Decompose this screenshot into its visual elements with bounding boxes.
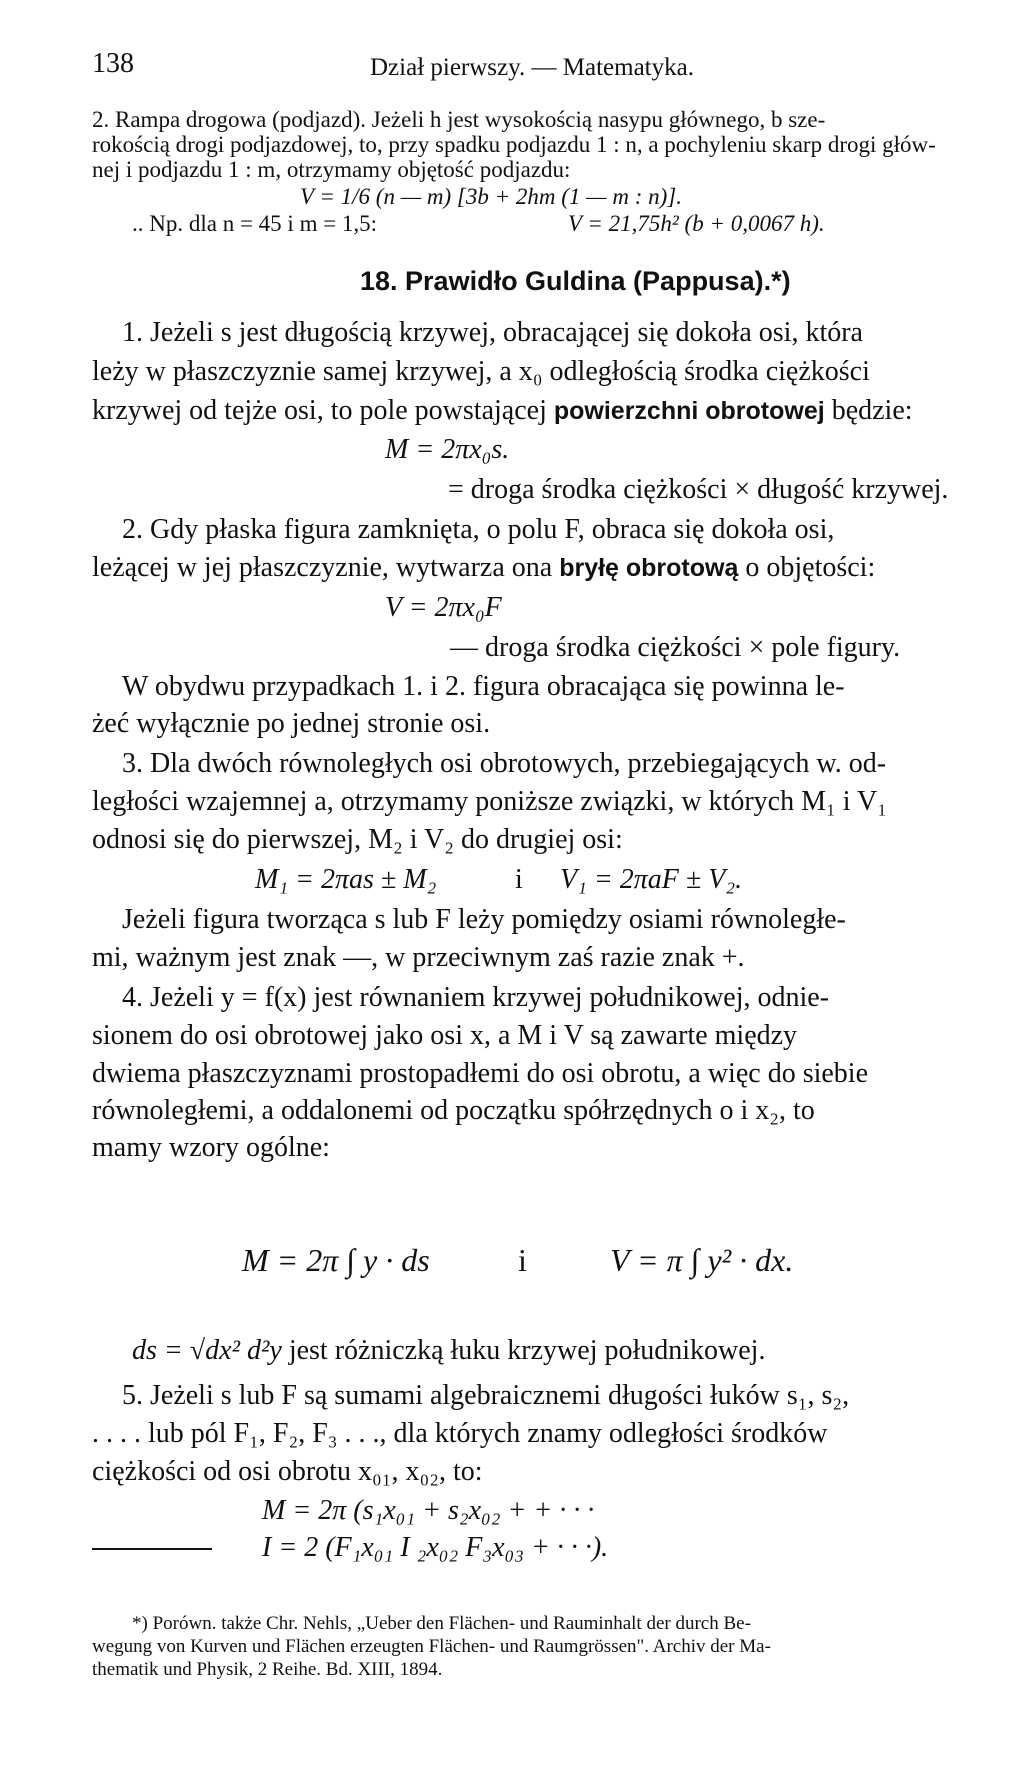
p5-formula-1: M = 2π (s₁x₀₁ + s₂x₀₂ + + · · · xyxy=(262,1495,595,1526)
rampa-line-1: 2. Rampa drogowa (podjazd). Jeżeli h jest wysokością nasypu głównego, b sze- xyxy=(92,107,826,132)
p2-line-1: 2. Gdy płaska figura zamknięta, o polu F, obraca się dokoła osi, xyxy=(122,514,835,545)
p5-line-2: . . . . lub pól F₁, F₂, F₃ . . ., dla których znamy odległości środków xyxy=(92,1418,828,1449)
p4-line-5: mamy wzory ogólne: xyxy=(92,1132,330,1163)
p2-line-2: leżącej w jej płaszczyznie, wytwarza ona bryłę obrotową o objętości: xyxy=(92,552,876,583)
p4-line-4: równoległemi, a oddalonemi od początku spółrzędnych o i x₂, to xyxy=(92,1095,815,1126)
term-powierzchnia-obrotowa: powierzchni obrotowej xyxy=(553,397,825,425)
p3-formula-right: V₁ = 2πaF ± V₂. xyxy=(560,864,743,895)
p5-formula-2: I = 2 (F₁x₀₁ I ₂x₀₂ F₃x₀₃ + · · ·). xyxy=(262,1532,609,1563)
p1-line-2: leży w płaszczyznie samej krzywej, a x₀ odległością środka ciężkości xyxy=(92,356,870,387)
rampa-example-result: V = 21,75h² (b + 0,0067 h). xyxy=(568,211,825,236)
p4-line-3: dwiema płaszczyznami prostopadłemi do osi obrotu, a więc do siebie xyxy=(92,1058,869,1089)
p4-formula-right: V = π ∫ y² · dx. xyxy=(610,1242,794,1278)
p1-line-1: 1. Jeżeli s jest długością krzywej, obracającej się dokoła osi, która xyxy=(122,317,863,348)
p1-line-3: krzywej od tejże osi, to pole powstającej powierzchni obrotowej będzie: xyxy=(92,395,913,426)
ds-formula: ds = √dx² d²y xyxy=(132,1335,282,1366)
rampa-line-2: rokością drogi podjazdowej, to, przy spadku podjazdu 1 : n, a pochyleniu skarp drogi głów- xyxy=(92,132,936,157)
rampa-line-3: nej i podjazdu 1 : m, otrzymamy objętość podjazdu: xyxy=(92,157,571,182)
p5-line-3: ciężkości od osi obrotu x₀₁, x₀₂, to: xyxy=(92,1456,483,1487)
term-bryla-obrotowa: bryłę obrotową xyxy=(559,554,739,582)
p4-line-1: 4. Jeżeli y = f(x) jest równaniem krzywej południkowej, odnie- xyxy=(122,982,830,1013)
p5-line-1: 5. Jeżeli s lub F są sumami algebraicznemi długości łuków s₁, s₂, xyxy=(122,1380,850,1411)
p2-formula-desc: — droga środka ciężkości × pole figury. xyxy=(450,632,901,663)
p2-formula: V = 2πx₀F xyxy=(385,592,502,623)
rampa-formula: V = 1/6 (n — m) [3b + 2hm (1 — m : n)]. xyxy=(300,184,682,209)
page-number: 138 xyxy=(92,48,134,79)
p1-formula-desc: = droga środka ciężkości × długość krzywej. xyxy=(448,474,949,505)
section-heading: 18. Prawidło Guldina (Pappusa).*) xyxy=(360,266,791,296)
p4-ds-line: ds = √dx² d²y jest różniczką łuku krzywej południkowej. xyxy=(132,1335,766,1366)
p4-line-2: sionem do osi obrotowej jako osi x, a M i V są zawarte między xyxy=(92,1020,798,1051)
p3-line-2: ległości wzajemnej a, otrzymamy poniższe związki, w których M₁ i V₁ xyxy=(92,786,887,817)
footnote-line-3: thematik und Physik, 2 Reihe. Bd. XIII, 1894. xyxy=(92,1659,443,1680)
footnote-line-1: *) Porówn. także Chr. Nehls, „Ueber den Flächen- und Rauminhalt der durch Be- xyxy=(132,1613,751,1634)
p3-line-3: odnosi się do pierwszej, M₂ i V₂ do drugiej osi: xyxy=(92,824,623,855)
p3-line-1: 3. Dla dwóch równoległych osi obrotowych, przebiegających w. od- xyxy=(122,748,887,779)
footnote-line-2: wegung von Kurven und Flächen erzeugten Flächen- und Raumgrössen". Archiv der Ma- xyxy=(92,1636,771,1657)
p2-line-3: W obydwu przypadkach 1. i 2. figura obracająca się powinna le- xyxy=(122,671,845,702)
p3-line-4: Jeżeli figura tworząca s lub F leży pomiędzy osiami równoległe- xyxy=(122,904,846,935)
p3-formula-conj: i xyxy=(515,864,523,895)
p4-formula-conj: i xyxy=(518,1242,527,1278)
running-title: Dział pierwszy. — Matematyka. xyxy=(370,54,694,81)
footnote-separator xyxy=(92,1548,212,1550)
p3-line-5: mi, ważnym jest znak —, w przeciwnym zaś razie znak +. xyxy=(92,942,745,973)
p2-line-4: żeć wyłącznie po jednej stronie osi. xyxy=(92,708,491,739)
p3-formula-left: M₁ = 2πas ± M₂ xyxy=(255,864,437,895)
p1-formula: M = 2πx₀s. xyxy=(385,434,510,465)
p4-formula-left: M = 2π ∫ y · ds xyxy=(242,1242,430,1278)
rampa-example: .. Np. dla n = 45 i m = 1,5: xyxy=(132,211,378,236)
